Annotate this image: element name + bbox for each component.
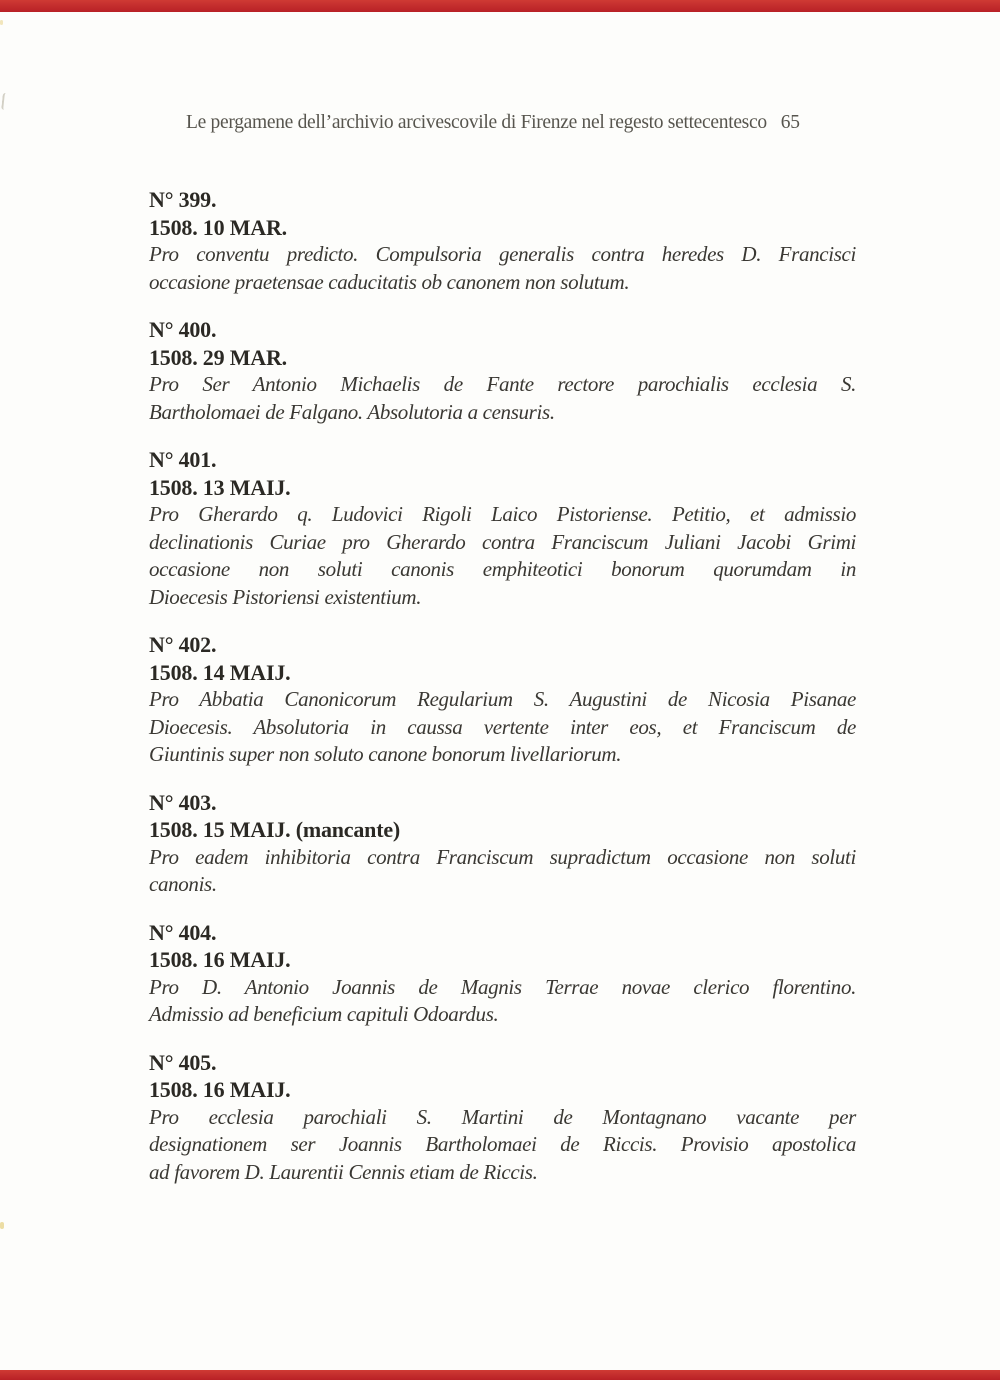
entry-number: N° 400. <box>149 317 217 342</box>
entry-date: 1508. 16 MAIJ. <box>149 1077 291 1102</box>
entry-text-line: Giuntinis super non soluto canone bonorum livellariorum. <box>149 742 622 766</box>
entry-text-line: designationem ser Joannis Bartholomaei de Riccis. Provisio apostolica <box>149 1132 856 1156</box>
scan-artifact-mark <box>1 93 9 111</box>
page-number: 65 <box>780 112 800 133</box>
entry-text-line: Admissio ad beneficium capituli Odoardus. <box>149 1002 499 1026</box>
entry-date: 1508. 29 MAR. <box>149 344 287 370</box>
scan-edge-bar-top <box>0 0 1000 12</box>
entry <box>149 1049 856 1187</box>
entry <box>149 446 856 611</box>
entry-date: 1508. 14 MAIJ. <box>149 659 291 685</box>
entry-text-line: Pro ecclesia parochiali S. Martini de Montagnano vacante per <box>149 1104 856 1129</box>
entries-column <box>149 186 856 1206</box>
entry-text-line: Pro conventu predicto. Compulsoria generalis contra heredes D. Francisci <box>149 242 856 266</box>
entry-date: 1508. 10 MAR. <box>149 214 287 240</box>
running-header <box>186 112 800 134</box>
entry-text-line: Dioecesis Pistoriensi existentium. <box>149 584 422 609</box>
entry-text-line: canonis. <box>149 872 217 896</box>
entry-date: 1508. 16 MAIJ. <box>149 947 291 972</box>
scan-edge-bar-bottom <box>0 1370 1000 1380</box>
entry-number: N° 405. <box>149 1049 217 1075</box>
entry <box>149 186 856 296</box>
running-title: Le pergamene dell’archivio arcivescovile di Firenze nel regesto settecentesco <box>186 112 767 133</box>
entry-text-line: Pro Ser Antonio Michaelis de Fante rectore parochialis ecclesia S. <box>149 372 856 396</box>
entry-date: 1508. 15 MAIJ. (mancante) <box>149 817 401 842</box>
entry-number: N° 401. <box>149 447 217 472</box>
entry <box>149 919 856 1029</box>
entry <box>149 631 856 769</box>
entry-date: 1508. 13 MAIJ. <box>149 474 291 500</box>
scan-artifact-speck <box>0 1222 4 1229</box>
entry-text-line: Pro Abbatia Canonicorum Regularium S. Augustini de Nicosia Pisanae <box>149 687 856 711</box>
entry-number: N° 402. <box>149 632 217 657</box>
entry <box>149 316 856 426</box>
entry-number: N° 399. <box>149 187 217 212</box>
entry-number: N° 403. <box>149 789 217 815</box>
scan-artifact-speck <box>0 20 3 25</box>
entry <box>149 789 856 899</box>
entry-text-line: Pro D. Antonio Joannis de Magnis Terrae novae clerico florentino. <box>149 974 856 999</box>
entry-text-line: occasione non soluti canonis emphiteotici bonorum quorumdam in <box>149 557 856 581</box>
entry-text-line: Bartholomaei de Falgano. Absolutoria a censuris. <box>149 399 555 424</box>
entry-text-line: Pro eadem inhibitoria contra Franciscum supradictum occasione non soluti <box>149 844 856 869</box>
entry-text-line: declinationis Curiae pro Gherardo contra Franciscum Juliani Jacobi Grimi <box>149 529 856 554</box>
entry-text-line: ad favorem D. Laurentii Cennis etiam de Riccis. <box>149 1159 538 1184</box>
entry-number: N° 404. <box>149 919 217 945</box>
entry-text-line: Pro Gherardo q. Ludovici Rigoli Laico Pistoriense. Petitio, et admissio <box>149 502 856 526</box>
entry-text-line: occasione praetensae caducitatis ob canonem non solutum. <box>149 269 630 294</box>
entry-text-line: Dioecesis. Absolutoria in caussa vertente inter eos, et Franciscum de <box>149 714 856 739</box>
